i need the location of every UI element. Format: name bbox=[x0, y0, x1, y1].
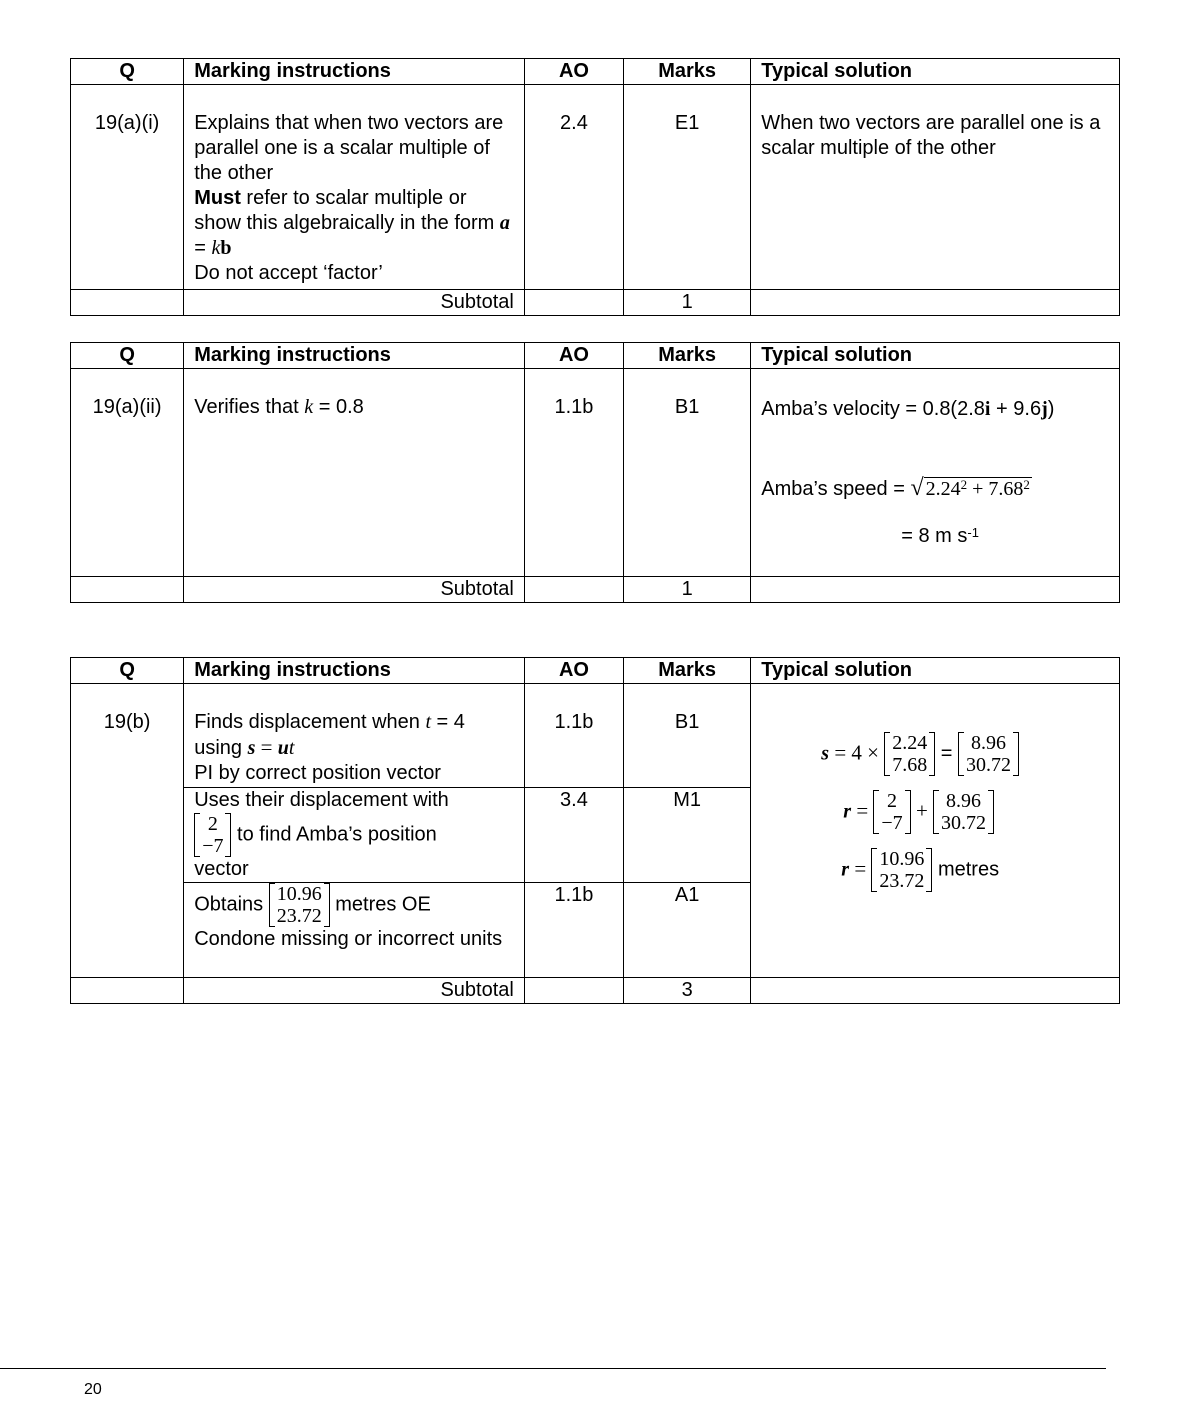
subtotal-value: 3 bbox=[624, 978, 751, 1004]
speed-line: Amba’s speed = √ $2.24^2 + 7.68^2$ bbox=[761, 475, 1030, 501]
header-marking-instructions: Marking instructions bbox=[184, 343, 525, 369]
header-q: Q bbox=[71, 658, 184, 684]
ao-value: 3.4 bbox=[524, 788, 623, 883]
header-marking-instructions: Marking instructions bbox=[184, 658, 525, 684]
header-ao: AO bbox=[524, 658, 623, 684]
instruction-text: Do not accept ‘factor’ bbox=[194, 262, 383, 284]
subtotal-value: 1 bbox=[624, 577, 751, 603]
instruction-text: Explains that when two vectors are parallel one is a scalar multiple of the other bbox=[194, 112, 504, 184]
marking-instructions-cell: Uses their displacement with 2 −7 to find Amba’s position vector bbox=[184, 788, 525, 883]
vector-final-position: 10.96 23.72 bbox=[871, 848, 932, 892]
subtotal-row bbox=[71, 290, 1120, 316]
instruction-text: Must refer to scalar multiple or show this algebraically in the form a = kb bbox=[194, 187, 510, 259]
marking-instructions-cell: Obtains 10.96 23.72 metres OE Condone missing or incorrect units bbox=[184, 883, 525, 978]
marks-value: B1 bbox=[624, 369, 751, 577]
question-row bbox=[71, 369, 1120, 577]
ao-value: 2.4 bbox=[524, 85, 623, 290]
subtotal-row bbox=[71, 577, 1120, 603]
subtotal-label: Subtotal bbox=[184, 978, 525, 1004]
velocity-line: Amba’s velocity = 0.8(2.8i + 9.6j) bbox=[761, 398, 1055, 420]
subtotal-value: 1 bbox=[624, 290, 751, 316]
speed-result: = 8 m $s^{-1}$ bbox=[901, 525, 979, 547]
ao-value: 1.1b bbox=[524, 883, 623, 978]
vector-velocity: 2.24 7.68 bbox=[884, 732, 935, 776]
typical-solution-cell bbox=[751, 369, 1120, 577]
marks-value: B1 bbox=[624, 684, 751, 788]
header-row bbox=[71, 343, 1120, 369]
radical-icon: √ bbox=[910, 475, 924, 501]
typical-solution-cell bbox=[751, 684, 1120, 978]
subtotal-label: Subtotal bbox=[184, 577, 525, 603]
subtotal-label: Subtotal bbox=[184, 290, 525, 316]
header-q: Q bbox=[71, 59, 184, 85]
footer-divider bbox=[0, 1368, 1106, 1369]
must-keyword: Must bbox=[194, 187, 241, 209]
marks-value: A1 bbox=[624, 883, 751, 978]
marking-instructions-cell: Finds displacement when t = 4 using s = ut PI by correct position vector bbox=[184, 684, 525, 788]
vector-initial-position: 2 −7 bbox=[873, 790, 910, 834]
vector-initial-position: 2 −7 bbox=[194, 813, 231, 857]
header-typical-solution: Typical solution bbox=[751, 59, 1120, 85]
ao-value: 1.1b bbox=[524, 684, 623, 788]
header-q: Q bbox=[71, 343, 184, 369]
mark-scheme-table-19aii bbox=[70, 342, 1120, 603]
question-number: 19(a)(i) bbox=[71, 85, 184, 290]
marking-instructions-cell bbox=[184, 85, 525, 290]
question-number: 19(a)(ii) bbox=[71, 369, 184, 577]
vector-displacement: 8.96 30.72 bbox=[933, 790, 994, 834]
header-ao: AO bbox=[524, 59, 623, 85]
question-row bbox=[71, 85, 1120, 290]
page-number: 20 bbox=[84, 1381, 102, 1398]
header-ao: AO bbox=[524, 343, 623, 369]
displacement-equation: s = 4 × 2.24 7.68 = 8.96 30.72 bbox=[761, 732, 1109, 776]
header-row bbox=[71, 658, 1120, 684]
mark-scheme-table-19ai bbox=[70, 58, 1120, 316]
header-row bbox=[71, 59, 1120, 85]
subtotal-row bbox=[71, 978, 1120, 1004]
position-result: r = 10.96 23.72 metres bbox=[841, 848, 1000, 892]
mark-scheme-table-19b bbox=[70, 657, 1120, 1004]
vector-final-position: 10.96 23.72 bbox=[269, 883, 330, 927]
marks-value: E1 bbox=[624, 85, 751, 290]
position-equation: r = 2 −7 + 8.96 30.72 bbox=[761, 790, 1109, 834]
vector-displacement: 8.96 30.72 bbox=[958, 732, 1019, 776]
square-root-expression: √ $2.24^2 + 7.68^2$ bbox=[910, 475, 1030, 501]
header-marking-instructions: Marking instructions bbox=[184, 59, 525, 85]
header-marks: Marks bbox=[624, 658, 751, 684]
header-marks: Marks bbox=[624, 59, 751, 85]
ao-value: 1.1b bbox=[524, 369, 623, 577]
header-typical-solution: Typical solution bbox=[751, 343, 1120, 369]
header-marks: Marks bbox=[624, 343, 751, 369]
header-typical-solution: Typical solution bbox=[751, 658, 1120, 684]
question-number: 19(b) bbox=[71, 684, 184, 978]
question-row bbox=[71, 684, 1120, 788]
marks-value: M1 bbox=[624, 788, 751, 883]
typical-solution-cell: When two vectors are parallel one is a scalar multiple of the other bbox=[751, 85, 1120, 290]
marking-instructions-cell: Verifies that k = 0.8 bbox=[184, 369, 525, 577]
